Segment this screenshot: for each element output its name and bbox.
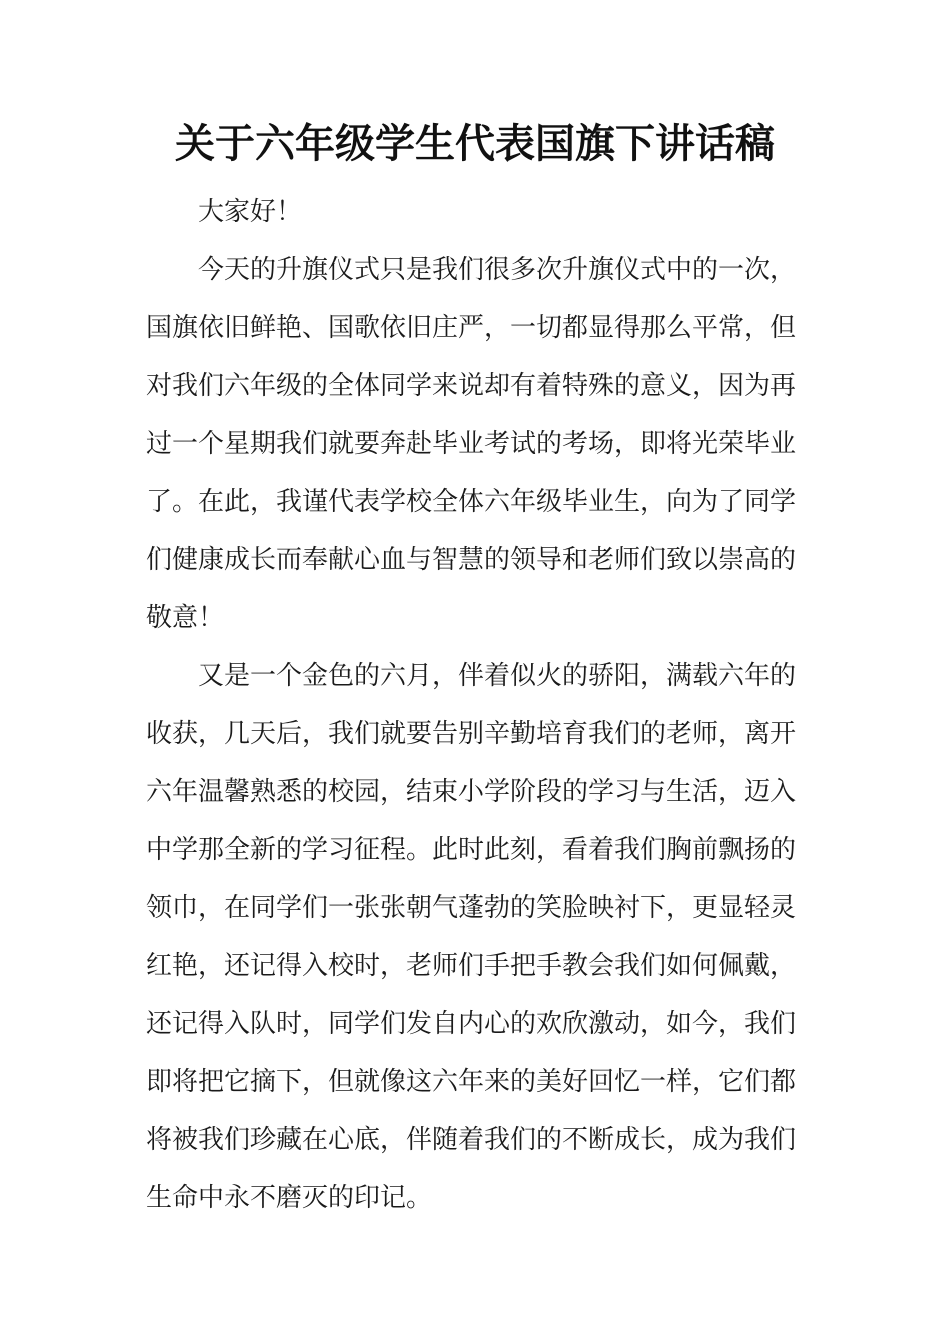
paragraph-1 [146,241,810,647]
text-line: 六年温馨熟悉的校园，结束小学阶段的学习与生活，迈入 [146,777,797,807]
text-line: 又是一个金色的六月，伴着似火的骄阳，满载六年的 [198,661,797,691]
text-line: 过一个星期我们就要奔赴毕业考试的考场，即将光荣毕业 [146,429,797,459]
text-line: 国旗依旧鲜艳、国歌依旧庄严，一切都显得那么平常，但 [146,313,797,343]
text-line: 领巾，在同学们一张张朝气蓬勃的笑脸映衬下，更显轻灵 [146,893,797,923]
text-line: 红艳，还记得入校时，老师们手把手教会我们如何佩戴， [146,951,797,981]
greeting-line: 大家好！ [198,197,303,227]
document-title: 关于六年级学生代表国旗下讲话稿 [175,120,775,167]
text-line: 今天的升旗仪式只是我们很多次升旗仪式中的一次， [198,255,797,285]
document-body [146,183,810,1227]
text-line: 们健康成长而奉献心血与智慧的领导和老师们致以崇高的 [146,545,797,575]
text-line: 即将把它摘下，但就像这六年来的美好回忆一样，它们都 [146,1067,797,1097]
text-line: 中学那全新的学习征程。此时此刻，看着我们胸前飘扬的 [146,835,797,865]
text-line: 敬意！ [146,603,225,633]
text-line: 将被我们珍藏在心底，伴随着我们的不断成长，成为我们 [146,1125,797,1155]
text-line: 了。在此，我谨代表学校全体六年级毕业生，向为了同学 [146,487,797,517]
text-line: 收获，几天后，我们就要告别辛勤培育我们的老师，离开 [146,719,797,749]
paragraph-2 [146,647,810,1227]
text-line: 对我们六年级的全体同学来说却有着特殊的意义，因为再 [146,371,797,401]
text-line: 还记得入队时，同学们发自内心的欢欣激动，如今，我们 [146,1009,797,1039]
text-line: 生命中永不磨灭的印记。 [146,1183,433,1213]
